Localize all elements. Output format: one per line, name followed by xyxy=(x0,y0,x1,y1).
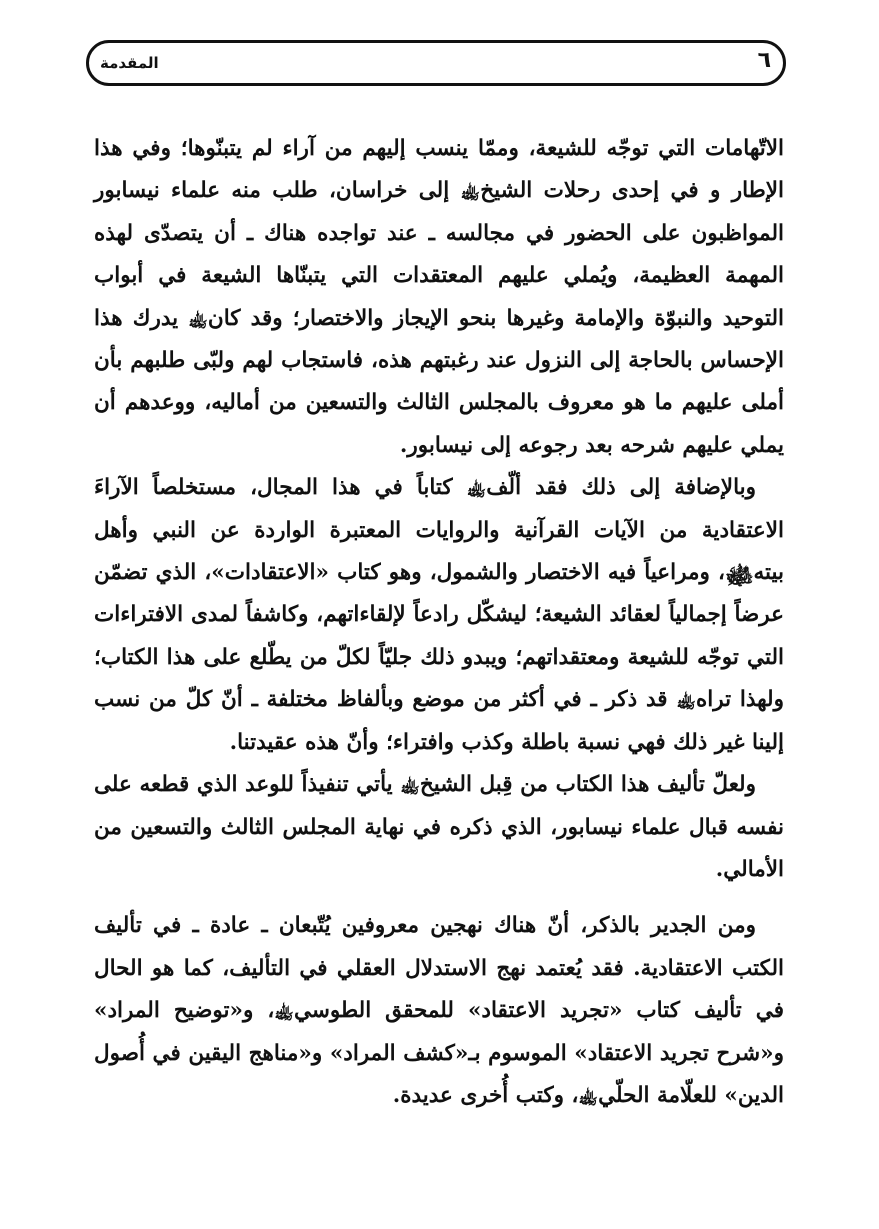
paragraph: ومن الجدير بالذكر، أنّ هناك نهجين معروفين يُتّبعان ـ عادة ـ في تأليف الكتب الاعتقادية. فقد يُعتمد نهج الاستدلال العقلي في التأليف، كما هو الحال في تأليف كتاب «تجريد الاعتقاد» للمحقق الطوسي﵀، و«توضيح المراد» و«شرح تجريد الاعتقاد» الموسوم بـ«كشف المراد» و«مناهج اليقين في أُصول الدين» للعلّامة الحلّي﵀، وكتب أُخرى عديدة. xyxy=(94,913,784,1108)
paragraph: ولعلّ تأليف هذا الكتاب من قِبل الشيخ﵀ يأتي تنفيذاً للوعد الذي قطعه على نفسه قبال علماء نيسابور، الذي ذكره في نهاية المجلس الثالث والتسعين من الأمالي. xyxy=(94,772,784,882)
paragraph: وبالإضافة إلى ذلك فقد ألّف﵀ كتاباً في هذا المجال، مستخلصاً الآراءَ الاعتقادية من الآيات القرآنية والروايات المعتبرة الواردة عن النبي وأهل بيته﵊، ومراعياً فيه الاختصار والشمول، وهو كتاب «الاعتقادات»، الذي تضمّن عرضاً إجمالياً لعقائد الشيعة؛ ليشكّل رادعاً لإلقاءاتهم، وكاشفاً لمدى الافتراءات التي توجّه للشيعة ومعتقداتهم؛ ويبدو ذلك جليّاً لكلّ من يطّلع على هذا الكتاب؛ ولهذا تراه﵀ قد ذكر ـ في أكثر من موضع وبألفاظ مختلفة ـ أنّ كلّ من نسب إلينا غير ذلك فهي نسبة باطلة وكذب وافتراء؛ وأنّ هذه عقيدتنا. xyxy=(94,475,784,755)
running-header-title: المقدمة xyxy=(100,54,159,72)
paragraph: الاتّهامات التي توجّه للشيعة، وممّا ينسب إليهم من آراء لم يتبنّوها؛ وفي هذا الإطار و في إحدى رحلات الشيخ﵀ إلى خراسان، طلب منه علماء نيسابور المواظبون على الحضور في مجالسه ـ عند تواجده هناك ـ أن يتصدّى لهذه المهمة العظيمة، ويُملي عليهم المعتقدات التي يتبنّاها الشيعة في أبواب التوحيد والنبوّة والإمامة وغيرها بنحو الإيجاز والاختصار؛ وقد كان﵀ يدرك هذا الإحساس بالحاجة إلى النزول عند رغبتهم هذه، فاستجاب لهم ولبّى طلبهم بأن أملى عليهم ما هو معروف بالمجلس الثالث والتسعين من أماليه، ووعدهم أن يملي عليهم شرحه بعد رجوعه إلى نيسابور. xyxy=(94,136,784,458)
body-text xyxy=(94,128,784,1117)
page-number: ٦ xyxy=(757,48,771,73)
header-frame xyxy=(86,40,786,86)
